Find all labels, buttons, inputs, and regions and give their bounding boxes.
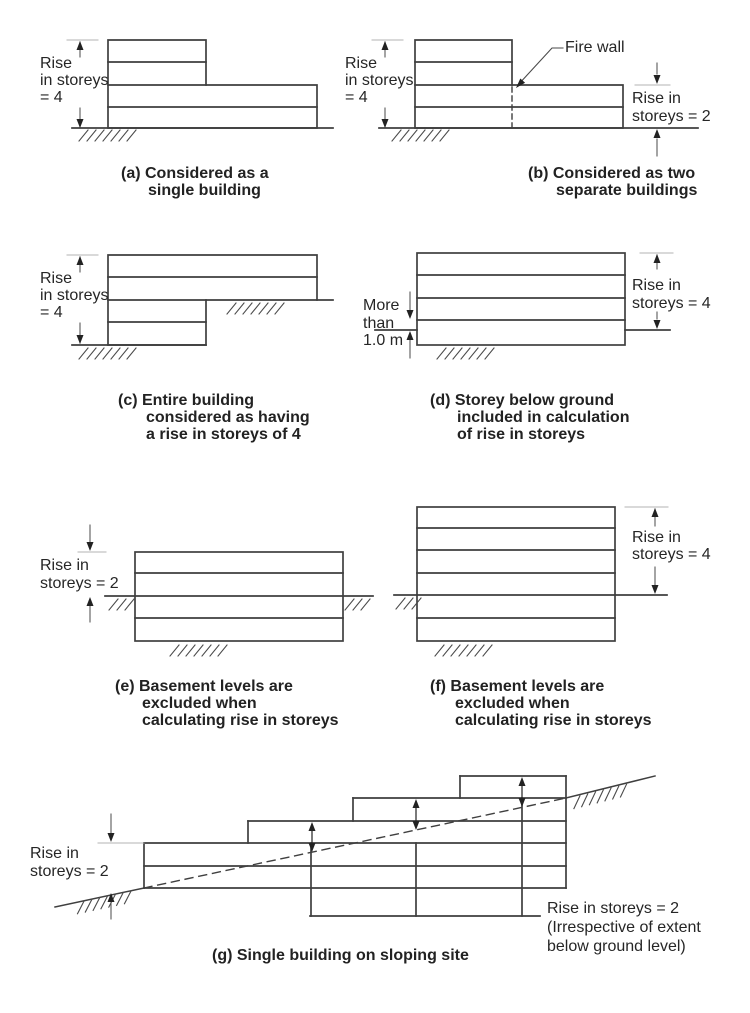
dim-label-rise-b-3: = 4 — [345, 89, 368, 106]
figure-d-caption-line3: of rise in storeys — [457, 426, 586, 443]
figure-b-caption-line1: (b) Considered as two — [528, 165, 696, 182]
building-outline — [417, 253, 625, 345]
dim-label-rise4-d-1: Rise in — [632, 277, 681, 294]
dim-label-rise-c-1: Rise — [40, 270, 73, 287]
dimension-more-than-1m — [407, 292, 414, 358]
arrowhead-up — [654, 129, 661, 138]
building-outline — [417, 507, 615, 641]
ground-hatch-left — [75, 891, 133, 914]
dim-label-rise-a-3: = 4 — [40, 89, 63, 106]
dim-label-1m-d-3: 1.0 m — [363, 332, 404, 349]
arrowhead-down — [108, 833, 115, 842]
arrowhead-up — [407, 331, 414, 340]
figure-f-caption-line2: excluded when — [455, 695, 570, 712]
dim-label-rise-a-2: in storeys — [40, 72, 109, 89]
dim-label-1m-d-1: More — [363, 297, 400, 314]
arrowhead-down — [309, 843, 316, 852]
arrowhead-down — [87, 542, 94, 551]
arrowhead-down — [77, 335, 84, 344]
arrowhead-up — [309, 822, 316, 831]
figure-e-caption-line2: excluded when — [142, 695, 257, 712]
terrace-tops — [144, 776, 566, 916]
arrowhead-up — [87, 597, 94, 606]
storey-rise-arrow-1 — [309, 822, 316, 852]
arrowhead-down — [654, 75, 661, 84]
floor-lines — [417, 275, 625, 320]
arrowhead-down — [407, 310, 414, 319]
ground-hatch-lower — [79, 348, 136, 359]
arrowhead-up — [413, 799, 420, 808]
arrowhead-up — [652, 508, 659, 517]
dim-label-rise4-d-2: storeys = 4 — [632, 295, 711, 312]
arrowhead-down — [652, 585, 659, 594]
arrowhead-up — [77, 256, 84, 265]
figure-f-caption-line3: calculating rise in storeys — [455, 712, 652, 729]
building-outline — [108, 40, 317, 128]
ground-hatch-left — [109, 599, 134, 610]
arrowhead-down — [654, 320, 661, 329]
arrowhead-leader — [516, 79, 525, 89]
arrowhead-up — [77, 41, 84, 50]
dim-label-rise4-f-1: Rise in — [632, 529, 681, 546]
figure-e-caption-line3: calculating rise in storeys — [142, 712, 339, 729]
dim-label-rise-a-1: Rise — [40, 55, 73, 72]
fire-wall-label: Fire wall — [565, 39, 625, 56]
figure-g-drawing — [55, 776, 655, 919]
note-rise2-g-line1: Rise in storeys = 2 — [547, 900, 680, 917]
figure-e-drawing — [78, 525, 373, 656]
arrowhead-down — [413, 821, 420, 830]
note-rise2-g-line2: (Irrespective of extent — [547, 919, 701, 936]
dim-label-rise4-f-2: storeys = 4 — [632, 546, 711, 563]
arrowhead-up — [654, 254, 661, 263]
figure-f-drawing — [394, 507, 668, 656]
dim-label-rise2-b-1: Rise in — [632, 90, 681, 107]
figure-d-caption-line2: included in calculation — [457, 409, 630, 426]
ground-hatch — [79, 130, 136, 141]
fire-wall-leader — [516, 48, 563, 88]
arrowhead-up — [519, 777, 526, 786]
ground-hatch-right — [571, 784, 629, 808]
dim-label-rise-b-2: in storeys — [345, 72, 414, 89]
dim-label-rise-c-3: = 4 — [40, 304, 63, 321]
dim-label-rise2-e-2: storeys = 2 — [40, 575, 119, 592]
dim-label-rise2-g-2: storeys = 2 — [30, 863, 109, 880]
step-edges — [144, 776, 566, 916]
arrowhead-up — [382, 41, 389, 50]
arrowhead-down — [77, 119, 84, 128]
storey-rise-arrow-2 — [413, 799, 420, 830]
dim-label-rise-b-1: Rise — [345, 55, 378, 72]
figure-a-caption-line2: single building — [148, 182, 261, 199]
arrowhead-down — [382, 119, 389, 128]
ground-hatch-right — [345, 599, 370, 610]
figure-a-caption-line1: (a) Considered as a — [121, 165, 269, 182]
ground-hatch-upper — [227, 303, 284, 314]
figure-c-drawing — [67, 255, 333, 359]
dim-label-rise2-b-2: storeys = 2 — [632, 108, 711, 125]
arrowhead-down — [519, 798, 526, 807]
figure-c-caption-line3: a rise in storeys of 4 — [146, 426, 301, 443]
figure-f-caption-line1: (f) Basement levels are — [430, 678, 605, 695]
figure-a-drawing — [67, 40, 333, 141]
figure-d-drawing — [375, 253, 673, 359]
dim-label-rise-c-2: in storeys — [40, 287, 109, 304]
ground-slope-right — [566, 776, 655, 798]
storey-rise-arrow-3 — [519, 777, 526, 807]
dim-label-rise2-g-1: Rise in — [30, 845, 79, 862]
figure-b-caption-line2: separate buildings — [556, 182, 698, 199]
figure-c-caption-line1: (c) Entire building — [118, 392, 254, 409]
floor-lines — [417, 528, 615, 618]
ground-hatch — [392, 130, 449, 141]
ground-hatch — [437, 348, 494, 359]
ground-hatch-bottom — [435, 645, 492, 656]
figure-d-caption-line1: (d) Storey below ground — [430, 392, 614, 409]
dim-label-1m-d-2: than — [363, 315, 395, 332]
ground-hatch-bottom — [170, 645, 227, 656]
note-rise2-g-line3: below ground level) — [547, 938, 686, 955]
figure-g-caption: (g) Single building on sloping site — [212, 947, 469, 964]
dim-label-rise2-e-1: Rise in — [40, 557, 89, 574]
figure-c-caption-line2: considered as having — [146, 409, 310, 426]
figure-e-caption-line1: (e) Basement levels are — [115, 678, 293, 695]
